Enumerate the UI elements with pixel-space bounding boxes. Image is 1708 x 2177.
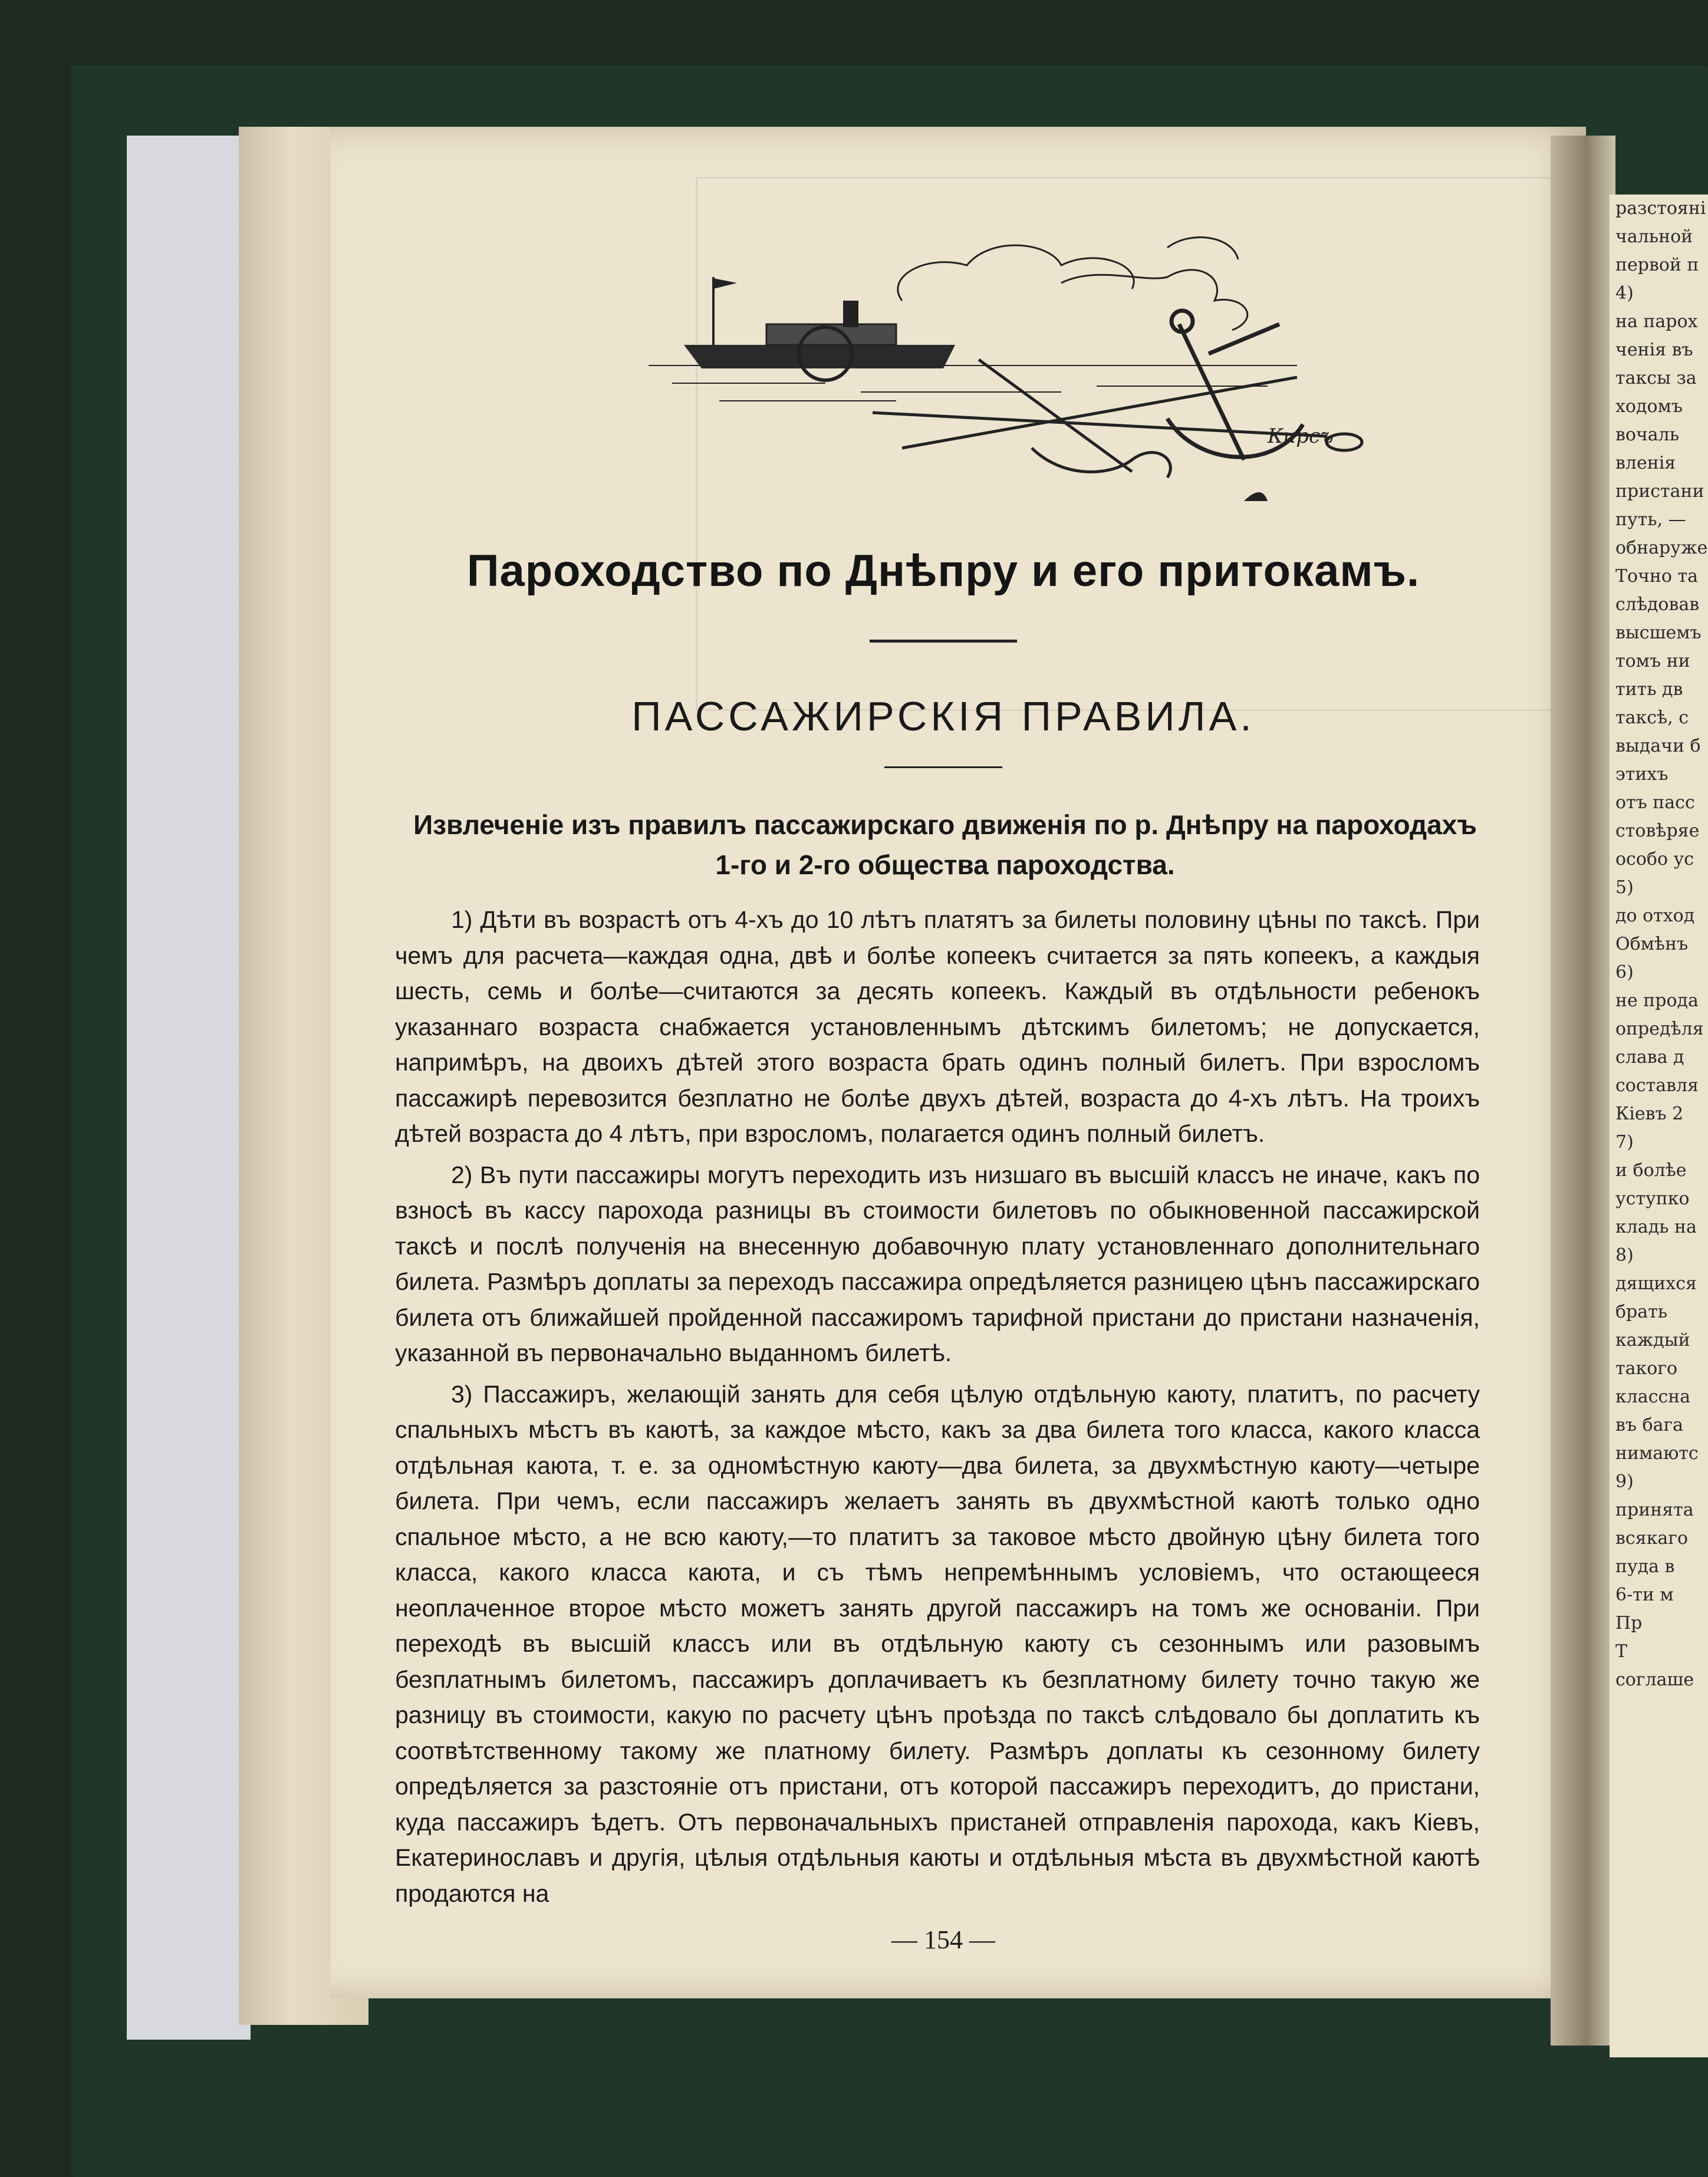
right-page-line: 7) (1615, 1132, 1634, 1152)
right-page-line: до отход (1615, 905, 1695, 926)
paragraph-3: 3) Пассажиръ, желающій занять для себя цѣлую отдѣльную каюту, платитъ, по расчету спальныхъ мѣстъ въ каютѣ, за каждое мѣсто, какъ за два билета того класса, какого класса отдѣльная каюта, т. е. за одномѣстную каюту—два билета, за двухмѣстную каюту—четыре билета. При чемъ, если пассажиръ желаетъ занять въ двухмѣстной каютѣ только одно спальное мѣсто, а не всю каюту,—то платитъ за таковое мѣсто двойную цѣну билета того класса, какого класса каюта, и съ тѣмъ непремѣннымъ условіемъ, что остающееся неоплаченное второе мѣсто можетъ занять другой пассажиръ на томъ же основаніи. При переходѣ въ высшій классъ или въ отдѣльную каюту съ сезоннымъ или разовымъ безплатнымъ билетомъ, пассажиръ доплачиваетъ къ безплатному билету точно такую же разницу въ стоимости, какую по расчету цѣнъ проѣзда по таксѣ слѣдовало бы доплатить къ соотвѣтственному такому же платному билету. Размѣръ доплаты къ сезонному билету опредѣляется за разстояніе отъ пристани, отъ которой пассажиръ переходитъ, до пристани, куда пассажиръ ѣдетъ. Отъ первоначальныхъ пристаней отправленія парохода, какъ Кіевъ, Екатеринославъ и другія, цѣлыя отдѣльныя каюты и отдѣльныя мѣста въ двухмѣстной каютѣ продаются на (395, 1380, 1480, 1907)
page-title: Пароходство по Днѣпру и его притокамъ. (466, 546, 1420, 596)
right-page-line: чальной (1615, 226, 1693, 247)
right-page-line: вочаль (1615, 424, 1680, 445)
right-page-line: такого (1615, 1358, 1678, 1379)
right-page-line: этихъ (1615, 764, 1668, 785)
right-page-line: томъ ни (1615, 651, 1690, 671)
right-page-line: брать (1615, 1302, 1668, 1322)
right-page-line: ченія въ (1615, 340, 1693, 360)
right-page (1610, 195, 1708, 2057)
right-page-line: принята (1615, 1500, 1694, 1520)
page-number: — 154 — (891, 1925, 995, 1954)
right-page-line: на парох (1615, 311, 1698, 332)
right-page-line: обнаруже (1615, 538, 1708, 558)
right-page-line: классна (1615, 1386, 1691, 1407)
right-page-line: Точно та (1615, 566, 1698, 587)
right-page-line: слава д (1615, 1047, 1684, 1068)
book-gutter (1551, 136, 1615, 2046)
right-page-line: каждый (1615, 1330, 1690, 1351)
illustrator-signature: Кирсъ (1268, 424, 1334, 448)
right-page-line: тить дв (1615, 679, 1683, 700)
right-page-line: разстояні (1615, 198, 1706, 219)
right-page-line: 6-ти м (1615, 1585, 1674, 1605)
title-divider (870, 640, 1017, 643)
right-page-line: отъ пасс (1615, 792, 1695, 813)
section-title: ПАССАЖИРСКIЯ ПРАВИЛА. (631, 693, 1255, 739)
right-page-line: слѣдовав (1615, 594, 1700, 615)
right-page-line: 6) (1615, 962, 1634, 983)
right-page-line: Т (1615, 1641, 1628, 1662)
right-page-line: составля (1615, 1075, 1699, 1096)
right-page-line: пристани (1615, 481, 1704, 502)
paragraph-2: 2) Въ пути пассажиры могутъ переходить изъ низшаго въ высшій классъ не иначе, какъ по взносѣ въ кассу парохода разницы въ стоимости билетовъ по обыкновенной пассажирской таксѣ и послѣ полученія на внесенную добавочную плату установленнаго дополнительнаго билета. Размѣръ доплаты за переходъ пассажира опредѣляется разницею цѣнъ пассажирскаго билета отъ ближайшей пройденной пассажиромъ тарифной пристани до пристани назначенія, указанной въ первоначально выданномъ билетѣ. (395, 1161, 1480, 1366)
right-page-line: выдачи б (1615, 736, 1701, 756)
right-page-line: первой п (1615, 255, 1699, 275)
right-page-line: таксы за (1615, 368, 1697, 388)
body-text (395, 902, 1480, 1916)
right-page-line: пуда в (1615, 1556, 1675, 1577)
right-page-line: 9) (1615, 1471, 1634, 1492)
right-page-line: кладь на (1615, 1217, 1697, 1237)
right-page-line: таксѣ, с (1615, 707, 1689, 728)
right-page-line: путь, — (1615, 509, 1686, 530)
section-heading: Извлеченіе изъ правилъ пассажирскаго движенія по р. Днѣпру на пароходахъ 1-го и 2-го общества пароходства. (413, 809, 1477, 880)
section-divider (884, 766, 1002, 768)
right-page-line: Кіевъ 2 (1615, 1104, 1684, 1124)
right-page-line: 8) (1615, 1245, 1634, 1266)
right-page-line: и болѣе (1615, 1160, 1687, 1181)
right-page-line: Обмѣнъ (1615, 934, 1689, 954)
right-page-line: 4) (1615, 283, 1634, 304)
right-page-text (1610, 195, 1708, 1694)
steamboat-illustration (649, 224, 1521, 501)
right-page-line: высшемъ (1615, 623, 1702, 643)
right-page-line: нимаютс (1615, 1443, 1699, 1464)
right-page-line: уступко (1615, 1188, 1690, 1209)
right-page-line: опредѣля (1615, 1019, 1704, 1039)
right-page-line: всякаго (1615, 1528, 1689, 1549)
right-page-line: 5) (1615, 877, 1634, 898)
right-page-line: въ бага (1615, 1415, 1684, 1435)
page-edge-strip (127, 136, 251, 2040)
paragraph-1: 1) Дѣти въ возрастѣ отъ 4-хъ до 10 лѣтъ платятъ за билеты половину цѣны по таксѣ. При чемъ для расчета—каждая одна, двѣ и болѣе копеекъ считается за пять копеекъ, а каждыя шесть, семь и болѣе—считаются за десять копеекъ. Каждый въ отдѣльности ребенокъ указаннаго возраста снабжается установленнымъ дѣтскимъ билетомъ; не допускается, напримѣръ, на двоихъ дѣтей этого возраста брать одинъ полный билетъ. При взросломъ пассажирѣ перевозится безплатно не болѣе двухъ дѣтей, возраста до 4-хъ лѣтъ. На троихъ дѣтей возраста до 4 лѣтъ, при взросломъ, полагается одинъ полный билетъ. (395, 906, 1480, 1147)
right-page-line: дящихся (1615, 1273, 1697, 1294)
right-page-line: вленія (1615, 453, 1676, 473)
right-page-line: не прода (1615, 990, 1699, 1011)
right-page-line: стовѣряе (1615, 821, 1700, 841)
right-page-line: соглаше (1615, 1669, 1694, 1690)
right-page-line: особо ус (1615, 849, 1694, 870)
right-page-line: ходомъ (1615, 396, 1683, 417)
right-page-line: Пр (1615, 1613, 1643, 1633)
